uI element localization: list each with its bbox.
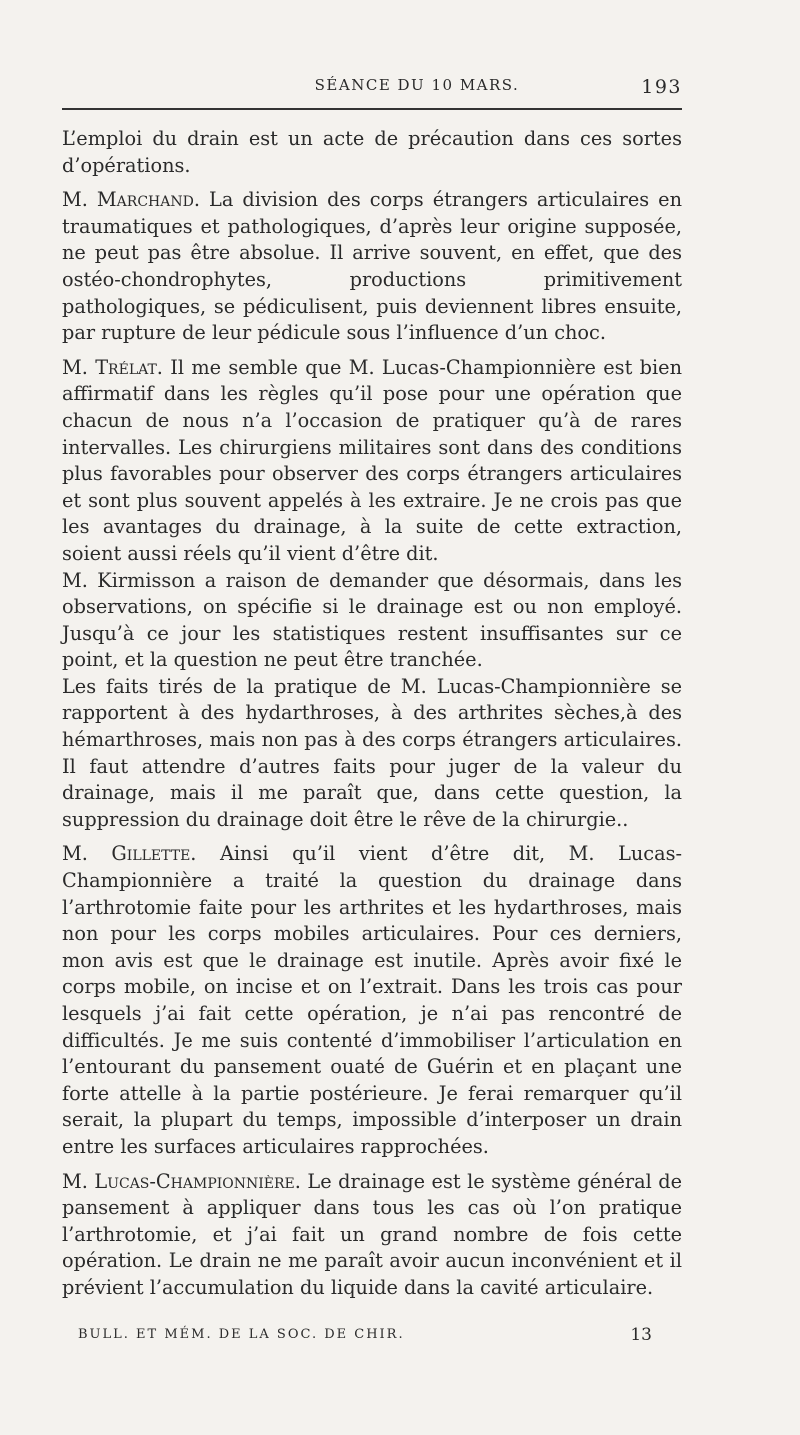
paragraph	[62, 568, 682, 674]
journal-name: BULL. ET MÉM. DE LA SOC. DE CHIR.	[78, 1327, 405, 1342]
paragraph-text: Il me semble que M. Lucas-Championnière est bien affirmatif dans les règles qu’il pose pour une opération que chacun de nous n’a l’occasion de pratiquer qu’à de rares intervalles. Les chirurgiens militaires sont dans des conditions plus favorables pour observer des corps étrangers articulaires et sont plus souvent appelés à les extraire. Je ne crois pas que les avantages du drainage, à la suite de cette extraction, soient aussi réels qu’il vient d’être dit.	[62, 355, 682, 565]
speaker-name: M. Gillette.	[62, 842, 197, 866]
page-number: 193	[641, 76, 682, 98]
page-body	[62, 126, 682, 1302]
paragraph	[62, 126, 682, 179]
running-title: SÉANCE DU 10 MARS.	[314, 76, 520, 94]
paragraph-text: Ainsi qu’il vient d’être dit, M. Lucas-Championnière a traité la question du drainage dans l’arthrotomie faite pour les arthrites et les hydarthroses, mais non pour les corps mobiles articulaires. Pour ces derniers, mon avis est que le drainage est inutile. Après avoir fixé le corps mobile, on incise et on l’extrait. Dans les trois cas pour lesquels j’ai fait cette opération, je n’ai pas rencontré de difficultés. Je me suis contenté d’immobiliser l’articulation en l’entourant du pansement ouaté de Guérin et en plaçant une forte attelle à la partie postérieure. Je ferai remarquer qu’il serait, la plupart du temps, impossible d’interposer un drain entre les surfaces articulaires rapprochées.	[62, 842, 683, 1158]
speaker-name: M. Trélat.	[62, 355, 163, 379]
running-header	[62, 74, 682, 104]
speaker-name: M. Marchand.	[62, 188, 200, 212]
paragraph	[62, 187, 682, 347]
header-rule	[62, 108, 682, 110]
paragraph	[62, 674, 682, 834]
paragraph	[62, 355, 682, 568]
paragraph-text: La division des corps étrangers articulaires en traumatiques et pathologiques, d’après leur origine supposée, ne peut pas être absolue. Il arrive souvent, en effet, que des ostéo-chondrophytes, productions primitivement pathologiques, se pédiculisent, puis deviennent libres ensuite, par rupture de leur pédicule sous l’influence d’un choc.	[62, 188, 683, 345]
paragraph-text: L’emploi du drain est un acte de précaution dans ces sortes d’opérations.	[62, 127, 682, 177]
paragraph-text: Le drainage est le système général de pansement à appliquer dans tous les cas où l’on pratique l’arthrotomie, et j’ai fait un grand nombre de fois cette opération. Le drain ne me paraît avoir aucun inconvénient et il prévient l’accumulation du liquide dans la cavité articulaire.	[62, 1169, 682, 1299]
speaker-name: M. Lucas-Championnière.	[62, 1169, 301, 1193]
paragraph-text: M. Kirmisson a raison de demander que désormais, dans les observations, on spécifie si le drainage est ou non employé. Jusqu’à ce jour les statistiques restent insuffisantes sur ce point, et la question ne peut être tranchée.	[62, 568, 682, 672]
paragraph	[62, 841, 682, 1160]
page-footer	[78, 1327, 682, 1351]
signature-mark: 13	[630, 1325, 652, 1345]
paragraph-text: Les faits tirés de la pratique de M. Lucas-Championnière se rapportent à des hydarthroses, à des arthrites sèches,à des hémarthroses, mais non pas à des corps étrangers articulaires. Il faut attendre d’autres faits pour juger de la valeur du drainage, mais il me paraît que, dans cette question, la suppression du drainage doit être le rêve de la chirurgie..	[62, 674, 682, 831]
paragraph	[62, 1169, 682, 1302]
